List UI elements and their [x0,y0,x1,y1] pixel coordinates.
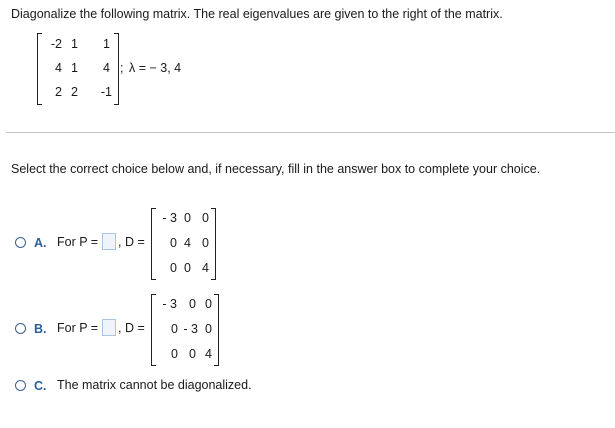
matrix-cell: 1 [71,37,78,51]
instruction-text: Select the correct choice below and, if necessary, fill in the answer box to complete your choice. [11,162,541,176]
right-bracket [114,33,119,105]
matrix-cell: 0 [184,261,191,275]
matrix-cell: 0 [205,322,212,336]
right-bracket [211,208,216,280]
matrix-cell: 4 [184,236,191,250]
matrix-cell: 0 [189,297,196,311]
matrix-cell: 0 [189,347,196,361]
choice-c-letter: C. [34,379,47,393]
matrix-cell: 4 [103,61,110,75]
question-prompt: Diagonalize the following matrix. The real eigenvalues are given to the right of the matrix. [11,7,503,21]
eigen-separator: ; [120,61,124,75]
matrix-cell: -1 [100,85,112,99]
matrix-cell: 0 [184,211,191,225]
choice-b-p-answer-box[interactable] [102,319,116,336]
matrix-cell: - 3 [183,322,198,336]
choice-b-p-label: For P = [57,321,99,335]
choice-b-radio[interactable] [15,323,26,334]
choice-a-radio[interactable] [15,237,26,248]
matrix-cell: 4 [202,261,209,275]
matrix-cell: 0 [170,236,177,250]
matrix-cell: 0 [171,322,178,336]
matrix-cell: 4 [55,61,62,75]
choice-a-p-label: For P = [57,235,99,249]
choice-c-text: The matrix cannot be diagonalized. [57,378,252,392]
matrix-cell: 0 [202,236,209,250]
choice-b-d-label: , D = [118,321,145,335]
matrix-cell: -2 [50,37,62,51]
choice-c-radio[interactable] [15,380,26,391]
matrix-cell: 0 [202,211,209,225]
choice-a-letter: A. [34,236,47,250]
matrix-cell: 4 [205,347,212,361]
divider [6,132,615,133]
matrix-cell: 0 [171,347,178,361]
matrix-cell: 2 [71,85,78,99]
matrix-cell: 1 [71,61,78,75]
matrix-cell: 0 [205,297,212,311]
choice-b-letter: B. [34,322,47,336]
matrix-cell: - 3 [162,297,177,311]
choice-a-p-answer-box[interactable] [102,233,116,250]
choice-a-d-label: , D = [118,235,145,249]
matrix-cell: 1 [103,37,110,51]
matrix-cell: 2 [55,85,62,99]
left-bracket [37,33,42,105]
matrix-cell: - 3 [162,211,177,225]
eigenvalues: λ = − 3, 4 [129,61,182,75]
right-bracket [214,294,219,366]
matrix-cell: 0 [170,261,177,275]
